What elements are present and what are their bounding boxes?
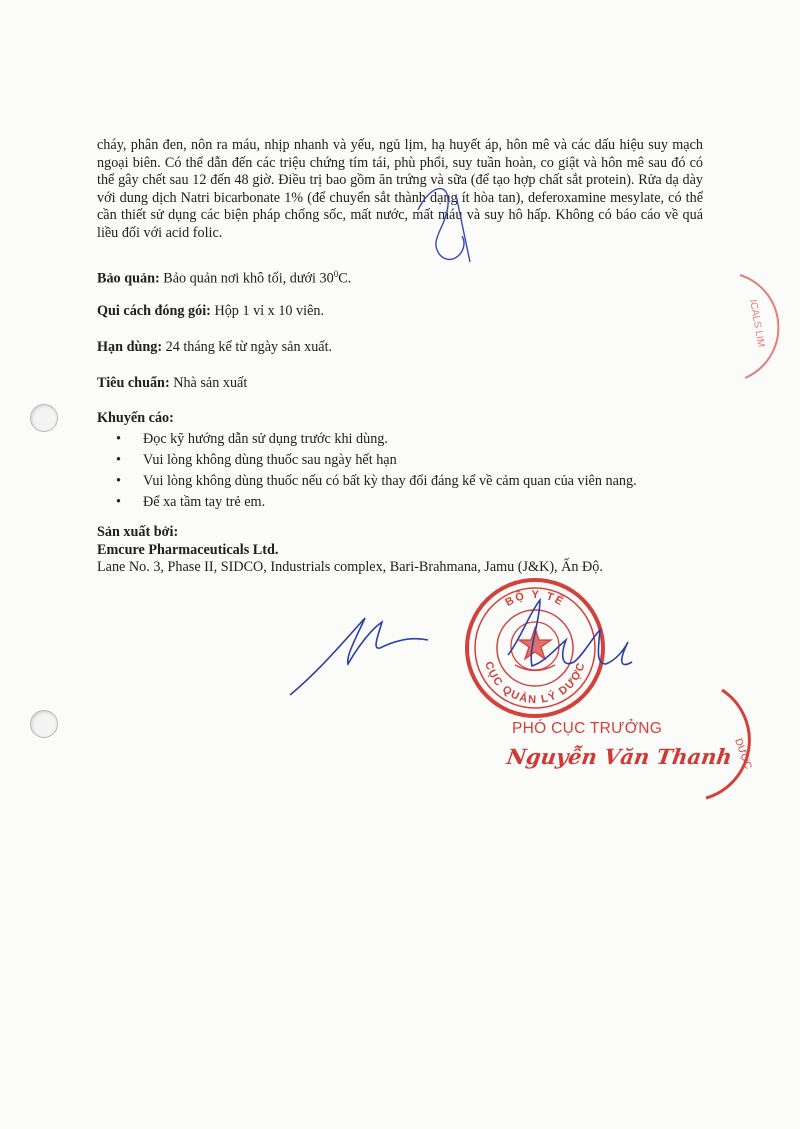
bullet-icon: • [116,494,121,510]
standard-value: Nhà sản xuất [169,375,248,391]
storage-unit: C. [338,270,352,287]
seal-ring-top-text: BỘ Y TẾ [503,588,567,609]
standard-label: Tiêu chuẩn: [97,375,170,391]
storage-degree: 0 [333,269,339,279]
svg-text:ICALS LIM: ICALS LIM [747,298,767,349]
list-item: • Vui lòng không dùng thuốc sau ngày hết hạn [113,450,637,471]
official-title: PHÓ CỤC TRƯỞNG [512,720,663,737]
list-item: • Đọc kỹ hướng dẫn sử dụng trước khi dùng. [113,429,637,450]
shelf-life-label: Hạn dùng: [97,339,163,355]
shelf-life-value: 24 tháng kể từ ngày sản xuất. [162,339,333,355]
storage-label: Bảo quản: [97,270,160,287]
overdose-paragraph: cháy, phân đen, nôn ra máu, nhịp nhanh và yếu, ngủ lịm, hạ huyết áp, hôn mê và các dấu hiệu suy mạch ngoại biên. Có thể dẫn đến các triệu chứng tím tái, phù phổi, suy tuần hoàn, co giật và hôn mê sau đó có thể gây chết sau 12 đến 48 giờ. Điều trị bao gồm ăn trứng và sữa (để tạo hợp chất sắt protein). Rửa dạ dày với dung dịch Natri bicarbonate 1% (để chuyển sắt thành dạng ít hòa tan), deferoxamine mesylate, có thể cần thiết sử dụng các biện pháp chống sốc, mất nước, mất máu và suy hô hấp. Không có báo cáo về quá liều đối với acid folic. [97,137,703,241]
storage-value: Bảo quản nơi khô tối, dưới 30 [159,270,334,287]
bullet-icon: • [116,431,121,447]
bullet-icon: • [116,452,121,468]
manufacturer-address: Lane No. 3, Phase II, SIDCO, Industrials complex, Bari-Brahmana, Jamu (J&K), Ấn Độ. [97,559,603,575]
manufacturer-name: Emcure Pharmaceuticals Ltd. [97,542,279,558]
initials-signature [418,189,470,262]
manufacturer-heading: Sản xuất bởi: [97,524,179,540]
svg-text:DƯỢC: DƯỢC [732,737,754,771]
list-item: • Vui lòng không dùng thuốc nếu có bất kỳ thay đổi đáng kể về cảm quan của viên nang. [113,471,637,492]
warnings-heading: Khuyến cáo: [97,410,174,426]
official-name: Nguyễn Văn Thanh [505,744,734,769]
bullet-icon: • [116,473,121,489]
packaging-label: Qui cách đóng gói: [97,303,211,319]
edge-stamp-top [740,275,778,378]
packaging-value: Hộp 1 vỉ x 10 viên. [210,303,325,319]
manufacturer-signature [290,618,428,695]
seal-ring-bottom-text: CỤC QUẢN LÝ DƯỢC [482,660,588,707]
list-item: • Để xa tầm tay trẻ em. [113,492,637,513]
